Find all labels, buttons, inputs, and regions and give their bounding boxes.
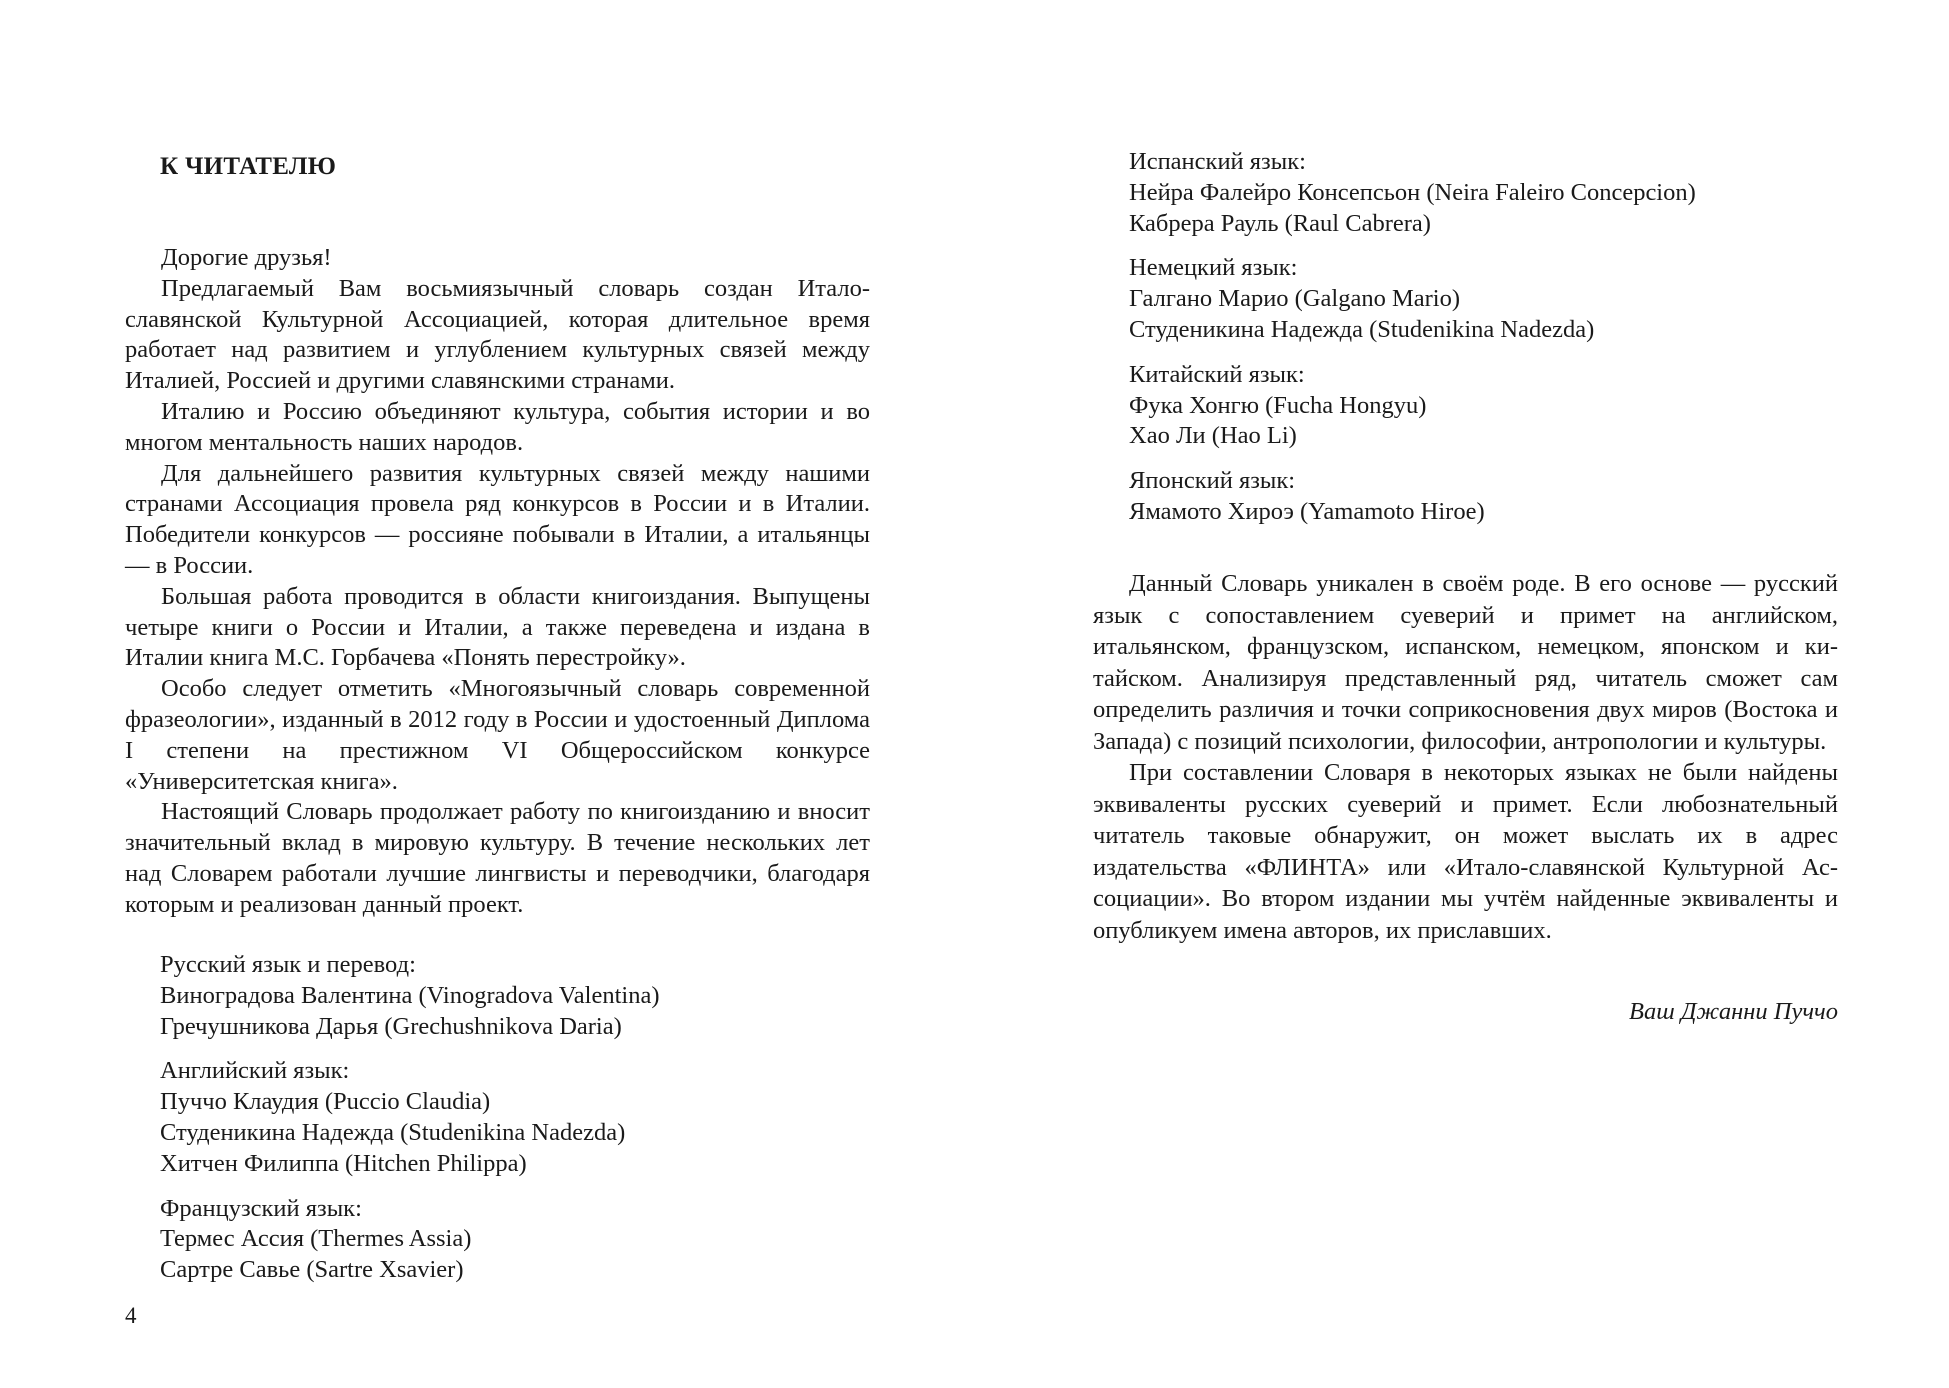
left-page <box>125 0 870 1388</box>
credit-group-japanese <box>1129 466 1839 528</box>
paragraph: При составлении Словаря в некоторых языках не были найдены эквиваленты русских суеверий и примет. Если любознательный читатель таковые обнаружит, он может выслать их в адрес издательства «ФЛИНТА» или «Итало-славянской Культурной Ассоциации». Во втором издании мы учтём найденные эквиваленты и опубликуем имена авторов, их приславших. <box>1093 759 1838 944</box>
credit-group-title: Русский язык и перевод: <box>160 951 416 978</box>
paragraph: Большая работа проводится в области книгоиздания. Выпущены четыре книги о России и Италии, а также переведена и издана в Италии книга М.С. Горбачева «Понять перестройку». <box>125 582 870 672</box>
credit-group-german <box>1129 253 1839 345</box>
paragraph: Настоящий Словарь продолжает работу по книгоизданию и вносит значительный вклад в мировую культуру. В течение нескольких лет над Словарем работали лучшие лингвисты и переводчики, благодаря которым и реализован данный проект. <box>125 798 870 918</box>
credit-person: Пуччо Клаудия (Puccio Claudia) <box>160 1088 491 1116</box>
signature: Ваш Джанни Пуччо <box>1628 998 1838 1025</box>
intro-text <box>125 243 870 921</box>
credit-person: Хао Ли (Hao Li) <box>1129 422 1297 450</box>
credit-person: Ямамото Хироэ (Yamamoto Hiroe) <box>1129 497 1485 525</box>
closing-text <box>1093 568 1838 946</box>
credit-person: Хитчен Филиппа (Hitchen Philippa) <box>160 1149 527 1177</box>
credits-list-left <box>160 950 870 1300</box>
credit-person: Фука Хонгю (Fucha Hongyu) <box>1129 391 1427 419</box>
credit-group-spanish <box>1129 147 1839 239</box>
paragraph: Италию и Россию объединяют культура, события истории и во многом ментальность наших народов. <box>125 397 870 456</box>
right-page <box>1093 0 1838 1388</box>
credit-group-title: Немецкий язык: <box>1129 254 1298 282</box>
credit-group-russian <box>160 950 870 1042</box>
credit-group-title: Испанский язык: <box>1129 148 1306 175</box>
paragraph: Предлагаемый Вам восьмиязычный словарь создан Итало-славянской Культурной Ассоциацией, которая длительное время работает над развитием и углублением культурных связей между Италией, Россией и другими славянскими странами. <box>125 274 870 395</box>
credit-group-english <box>160 1056 870 1179</box>
credit-person: Студеникина Надежда (Studenikina Nadezda) <box>160 1118 626 1146</box>
page-number: 4 <box>125 1303 137 1328</box>
credit-group-title: Японский язык: <box>1129 467 1296 495</box>
paragraph: Особо следует отметить «Многоязычный словарь современной фразеологии», изданный в 2012 году в России и удостоенный Диплома I степени на престижном VI Общероссийском конкурсе «Университетская книга». <box>125 675 870 795</box>
page-heading: К ЧИТАТЕЛЮ <box>160 153 337 180</box>
greeting: Дорогие друзья! <box>161 244 332 271</box>
credit-person: Сартре Савье (Sartre Xsavier) <box>160 1256 464 1284</box>
credit-person: Галгано Марио (Galgano Mario) <box>1129 285 1460 313</box>
credit-person: Кабрера Рауль (Raul Cabrera) <box>1129 209 1431 237</box>
credit-group-french <box>160 1194 870 1286</box>
credit-person: Гречушникова Дарья (Grechushnikova Daria) <box>160 1012 622 1040</box>
credits-list-right <box>1129 147 1839 542</box>
paragraph: Для дальнейшего развития культурных связей между нашими странами Ассоциация провела ряд конкурсов в России и в Италии. Победители конкурсов — россияне побывали в Италии, а итальянцы — в России. <box>125 459 870 579</box>
credit-group-title: Французский язык: <box>160 1194 362 1222</box>
credit-group-chinese <box>1129 360 1839 452</box>
credit-group-title: Английский язык: <box>160 1057 350 1085</box>
paragraph: Данный Словарь уникален в своём роде. В его основе — русский язык с сопоставлением суеверий и примет на английском, итальянском, французском, испанском, немецком, японском и китайском. Анализируя представленный ряд, читатель сможет сам определить различия и точки соприкосновения двух миров (Востока и Запада) с позиций психологии, философии, антропологии и культуры. <box>1093 570 1838 755</box>
credit-group-title: Китайский язык: <box>1129 360 1305 388</box>
credit-person: Студеникина Надежда (Studenikina Nadezda) <box>1129 315 1595 343</box>
credit-person: Термес Ассия (Thermes Assia) <box>160 1225 472 1253</box>
credit-person: Нейра Фалейро Консепсьон (Neira Faleiro Concepcion) <box>1129 178 1696 206</box>
credit-person: Виноградова Валентина (Vinogradova Valentina) <box>160 981 660 1009</box>
